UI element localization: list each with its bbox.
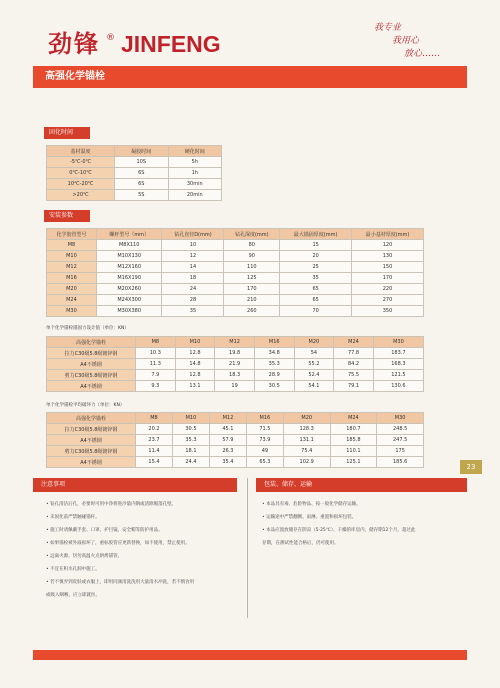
- table-cell: 185.6: [377, 457, 424, 468]
- design-table-caption: 单个化学锚栓锚固力设计值（单位：KN）: [46, 326, 129, 331]
- col-header: M24: [330, 413, 377, 424]
- col-header: M20: [294, 337, 334, 348]
- table-row: [47, 168, 222, 179]
- avg-table-caption: 单个化学锚栓平均破坏力（单位：KN）: [46, 403, 125, 408]
- page-number: 23: [460, 460, 482, 474]
- table-cell: 5S: [115, 190, 168, 201]
- table-cell: 170: [352, 273, 424, 284]
- table-cell: A4不锈钢: [47, 359, 136, 370]
- table-cell: M8X110: [96, 240, 162, 251]
- table-row: [47, 284, 424, 295]
- table-cell: 45.1: [209, 424, 246, 435]
- table-cell: 170: [224, 284, 280, 295]
- table-cell: 70: [280, 306, 352, 317]
- table-cell: M12X160: [96, 262, 162, 273]
- table-cell: -5℃-0℃: [47, 157, 115, 168]
- table-cell: 18.1: [172, 446, 209, 457]
- col-header: 钻孔直径D(mm): [162, 229, 224, 240]
- table-cell: 183.7: [373, 348, 423, 359]
- col-header: M24: [334, 337, 374, 348]
- table-cell: M24X300: [96, 295, 162, 306]
- section-curing-time: 固化时间: [44, 127, 90, 139]
- col-header: 高强化学锚栓: [47, 413, 136, 424]
- notes-list: [46, 498, 241, 602]
- table-cell: 35.4: [209, 457, 246, 468]
- table-cell: 剪力C30级5.8级镀锌钢: [47, 446, 136, 457]
- col-header: 钻孔深度(mm): [224, 229, 280, 240]
- table-cell: 15.4: [136, 457, 173, 468]
- slogan: [374, 22, 474, 61]
- registered-mark: ®: [106, 33, 115, 43]
- table-cell: 73.9: [246, 435, 283, 446]
- table-row: [47, 295, 424, 306]
- col-header: 硬化时间: [168, 146, 221, 157]
- col-header: M30: [377, 413, 424, 424]
- table-cell: 0℃-10℃: [47, 168, 115, 179]
- list-item: • 不宜在积水孔洞中施工。: [46, 567, 100, 572]
- table-cell: M10X130: [96, 251, 162, 262]
- table-row: [47, 190, 222, 201]
- table-cell: 35.3: [254, 359, 294, 370]
- table-cell: 12: [162, 251, 224, 262]
- col-header: M16: [254, 337, 294, 348]
- col-header: 化学胶管型号: [47, 229, 97, 240]
- table-row: [47, 306, 424, 317]
- table-cell: 84.2: [334, 359, 374, 370]
- table-row: [47, 179, 222, 190]
- table-cell: 12.8: [175, 370, 215, 381]
- list-item: • 如果锚栓被外溢损坏了，重标胶管应更新替换，如不使用，禁止使用。: [46, 541, 190, 546]
- table-cell: 247.5: [377, 435, 424, 446]
- list-item: • 远离火源、切勿高温火点烘烤锚管。: [46, 554, 123, 559]
- table-row: [47, 348, 424, 359]
- table-cell: 15: [280, 240, 352, 251]
- table-row: [47, 157, 222, 168]
- table-cell: 54: [294, 348, 334, 359]
- col-header: 基材温度: [47, 146, 115, 157]
- table-cell: 90: [224, 251, 280, 262]
- table-cell: M24: [47, 295, 97, 306]
- table-cell: 270: [352, 295, 424, 306]
- col-header: M10: [175, 337, 215, 348]
- table-cell: 130.6: [373, 381, 423, 392]
- table-cell: 350: [352, 306, 424, 317]
- table-cell: 54.1: [294, 381, 334, 392]
- col-header: M20: [283, 413, 330, 424]
- table-cell: M12: [47, 262, 97, 273]
- install-table: [46, 228, 424, 317]
- table-cell: 121.5: [373, 370, 423, 381]
- table-cell: 210: [224, 295, 280, 306]
- table-cell: 75.4: [283, 446, 330, 457]
- table-cell: 24.4: [172, 457, 209, 468]
- table-cell: 30.5: [254, 381, 294, 392]
- table-cell: 110: [224, 262, 280, 273]
- brand-name-cn: 劲锋: [48, 29, 100, 58]
- table-header-row: [47, 337, 424, 348]
- curing-table: [46, 145, 222, 201]
- col-header: M10: [172, 413, 209, 424]
- table-cell: A4不锈钢: [47, 435, 136, 446]
- table-cell: M30X380: [96, 306, 162, 317]
- col-header: 最大锚固厚度(mm): [280, 229, 352, 240]
- table-cell: 拉力C30级5.8级镀锌钢: [47, 424, 136, 435]
- table-cell: 35.3: [172, 435, 209, 446]
- table-cell: 77.8: [334, 348, 374, 359]
- col-header: M12: [215, 337, 255, 348]
- table-cell: 65: [280, 295, 352, 306]
- table-cell: 260: [224, 306, 280, 317]
- table-cell: 7.9: [136, 370, 176, 381]
- table-cell: 14: [162, 262, 224, 273]
- table-cell: 80: [224, 240, 280, 251]
- table-cell: M20: [47, 284, 97, 295]
- table-row: [47, 240, 424, 251]
- table-cell: 185.8: [330, 435, 377, 446]
- table-cell: M8: [47, 240, 97, 251]
- list-item: • 钻孔清洁后孔，必要时可用中净将进沙量内钢或清除脱落孔壁。: [46, 502, 177, 507]
- page-title: 高强化学锚栓: [33, 66, 467, 88]
- table-cell: 35: [162, 306, 224, 317]
- table-cell: 75.5: [334, 370, 374, 381]
- footer-band: [33, 650, 467, 660]
- table-header-row: [47, 146, 222, 157]
- table-row: [47, 262, 424, 273]
- table-cell: 55.2: [294, 359, 334, 370]
- table-cell: 19.8: [215, 348, 255, 359]
- table-cell: 6S: [115, 179, 168, 190]
- table-cell: 20min: [168, 190, 221, 201]
- table-cell: 21.9: [215, 359, 255, 370]
- table-cell: 125.1: [330, 457, 377, 468]
- table-cell: 180.7: [330, 424, 377, 435]
- avg-failure-table: [46, 412, 424, 468]
- table-cell: 128.3: [283, 424, 330, 435]
- table-cell: 79.1: [334, 381, 374, 392]
- table-cell: 18.3: [215, 370, 255, 381]
- col-header: 高强化学锚栓: [47, 337, 136, 348]
- col-header: M12: [209, 413, 246, 424]
- table-cell: M30: [47, 306, 97, 317]
- table-cell: 57.9: [209, 435, 246, 446]
- table-cell: 9.3: [136, 381, 176, 392]
- col-header: M16: [246, 413, 283, 424]
- table-cell: 52.4: [294, 370, 334, 381]
- table-cell: M16: [47, 273, 97, 284]
- table-cell: 26.3: [209, 446, 246, 457]
- column-divider: [247, 478, 248, 618]
- table-cell: 20.2: [136, 424, 173, 435]
- table-cell: 20: [280, 251, 352, 262]
- col-header: 最小基材厚度(mm): [352, 229, 424, 240]
- table-cell: 10: [162, 240, 224, 251]
- table-cell: 1h: [168, 168, 221, 179]
- list-item: 存期，在测试性能合格后，仍可使用。: [262, 541, 339, 546]
- table-cell: 剪力C30级5.8级镀锌钢: [47, 370, 136, 381]
- table-cell: A4不锈钢: [47, 381, 136, 392]
- table-cell: 120: [352, 240, 424, 251]
- table-cell: 11.3: [136, 359, 176, 370]
- table-cell: 18: [162, 273, 224, 284]
- table-row: [47, 424, 424, 435]
- slogan-line: 我专业: [374, 23, 402, 33]
- list-item: • 未固化前严禁触碰锚杆。: [46, 515, 100, 520]
- table-cell: 10℃-20℃: [47, 179, 115, 190]
- table-cell: 220: [352, 284, 424, 295]
- table-cell: 12.8: [175, 348, 215, 359]
- table-header-row: [47, 413, 424, 424]
- design-value-table: [46, 336, 424, 392]
- table-cell: 14.8: [175, 359, 215, 370]
- table-cell: A4不锈钢: [47, 457, 136, 468]
- table-cell: 102.9: [283, 457, 330, 468]
- table-cell: 71.5: [246, 424, 283, 435]
- table-cell: 11.4: [136, 446, 173, 457]
- table-cell: 28: [162, 295, 224, 306]
- list-item: • 若不慎弄到皮肤或衣服上，即用同颜清洗洗用大量清水冲洗，若不慎食用: [46, 580, 195, 585]
- table-row: [47, 446, 424, 457]
- table-cell: 拉力C30级5.8级镀锌钢: [47, 348, 136, 359]
- table-cell: 34.8: [254, 348, 294, 359]
- table-cell: 168.3: [373, 359, 423, 370]
- table-cell: 30.5: [172, 424, 209, 435]
- table-cell: M16X190: [96, 273, 162, 284]
- table-header-row: [47, 229, 424, 240]
- table-cell: 24: [162, 284, 224, 295]
- table-cell: 25: [280, 262, 352, 273]
- col-header: 螺杆型号（mm）: [96, 229, 162, 240]
- table-cell: 19: [215, 381, 255, 392]
- table-row: [47, 370, 424, 381]
- col-header: M30: [373, 337, 423, 348]
- table-row: [47, 251, 424, 262]
- list-item: • 本品应置放储存在阴凉（5-25℃）、干燥的库房内，储存期12个月，超过此: [262, 528, 416, 533]
- table-cell: 10.3: [136, 348, 176, 359]
- packaging-list: [262, 498, 462, 550]
- table-cell: M10: [47, 251, 97, 262]
- col-header: 凝胶时间: [115, 146, 168, 157]
- table-row: [47, 435, 424, 446]
- brand-logo: [48, 24, 221, 59]
- table-cell: 13.1: [175, 381, 215, 392]
- table-cell: 131.1: [283, 435, 330, 446]
- section-install-params: 安装参数: [44, 210, 90, 222]
- table-cell: 150: [352, 262, 424, 273]
- table-cell: 175: [377, 446, 424, 457]
- list-item: 或吸入咽喉，应立即就医。: [46, 593, 100, 598]
- table-cell: 248.5: [377, 424, 424, 435]
- table-row: [47, 457, 424, 468]
- table-cell: M20X260: [96, 284, 162, 295]
- table-cell: 110.1: [330, 446, 377, 457]
- col-header: M8: [136, 413, 173, 424]
- list-item: • 施工时请佩戴手套、口罩、护目镜、安全帽等防护用品。: [46, 528, 163, 533]
- table-cell: 130: [352, 251, 424, 262]
- table-cell: 30min: [168, 179, 221, 190]
- slogan-line: 我用心: [392, 36, 420, 46]
- section-notes: 注意事项: [33, 478, 237, 492]
- table-cell: >20℃: [47, 190, 115, 201]
- table-cell: 10S: [115, 157, 168, 168]
- table-cell: 49: [246, 446, 283, 457]
- list-item: • 本品具有毒、危险物品、按一般化学储存运输。: [262, 502, 361, 507]
- col-header: M8: [136, 337, 176, 348]
- table-row: [47, 359, 424, 370]
- table-cell: 65.3: [246, 457, 283, 468]
- table-cell: 5h: [168, 157, 221, 168]
- table-cell: 125: [224, 273, 280, 284]
- brand-name-en: JINFENG: [121, 31, 221, 57]
- slogan-line: 放心……: [404, 49, 441, 59]
- table-cell: 28.9: [254, 370, 294, 381]
- table-cell: 23.7: [136, 435, 173, 446]
- table-cell: 35: [280, 273, 352, 284]
- table-row: [47, 273, 424, 284]
- table-cell: 6S: [115, 168, 168, 179]
- table-cell: 65: [280, 284, 352, 295]
- section-packaging: 包装、储存、运输: [256, 478, 467, 492]
- table-row: [47, 381, 424, 392]
- list-item: • 运输途中严禁翻倒、雨淋、重置和损坏包装。: [262, 515, 357, 520]
